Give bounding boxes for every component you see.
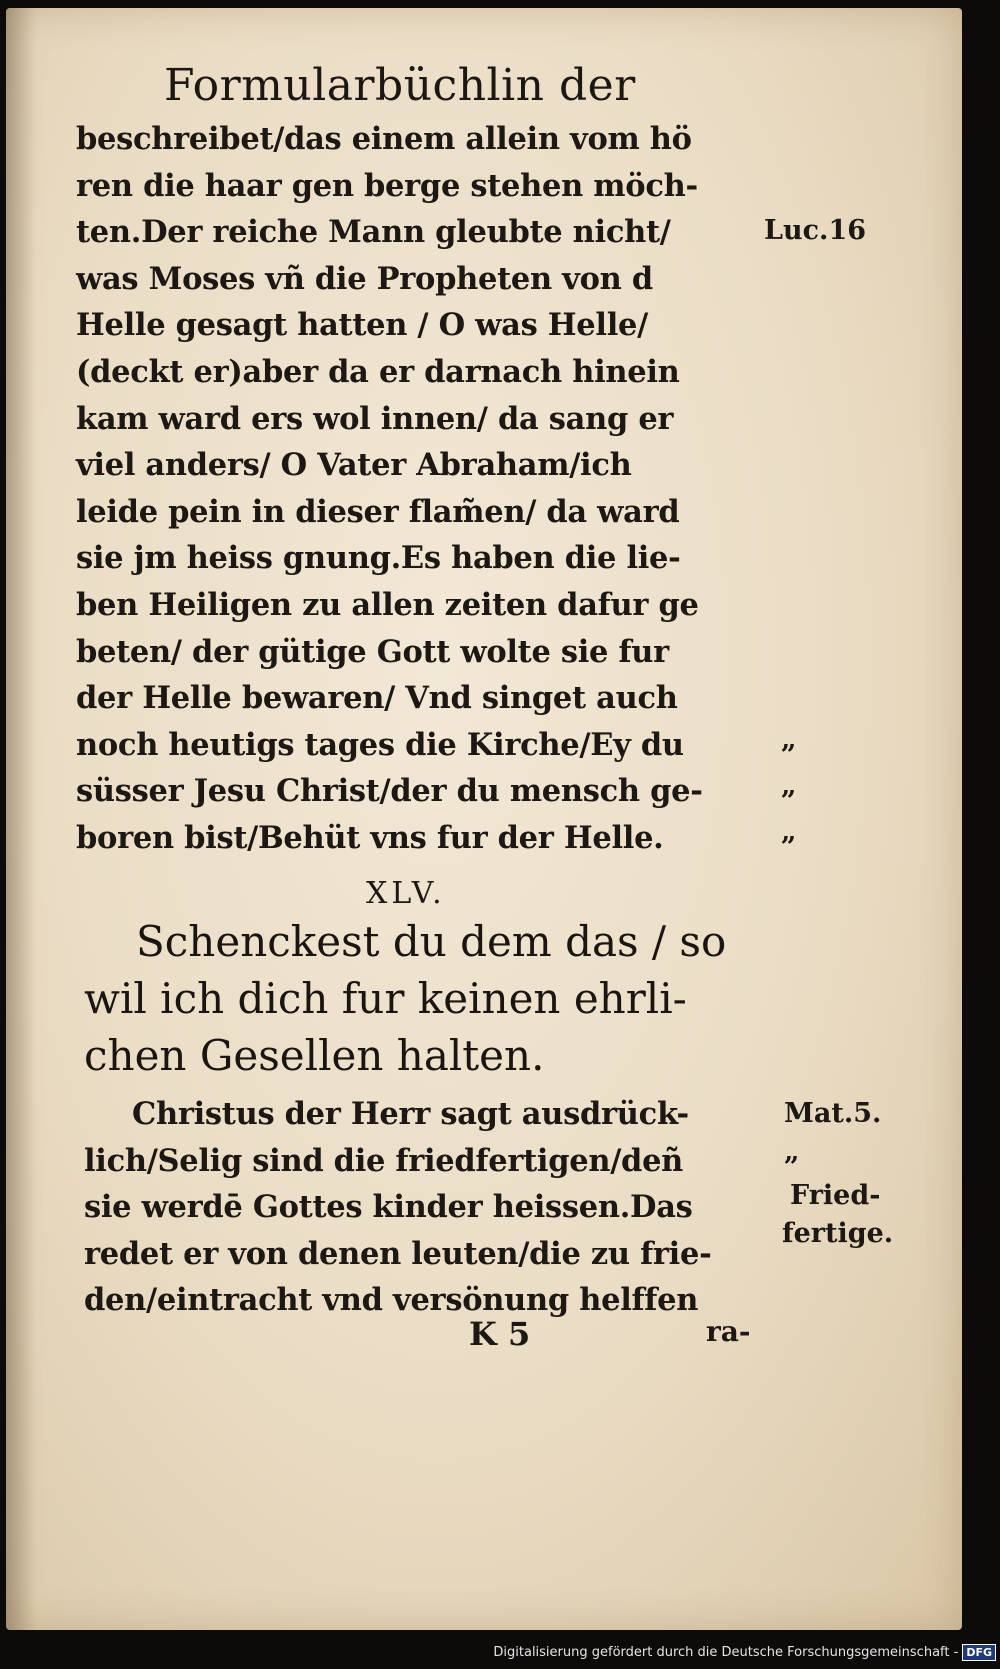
catchword: ra-: [706, 1315, 751, 1348]
text-line: sie werdē Gottes kinder heissen.Das: [84, 1189, 693, 1226]
text-line: lich/Selig sind die friedfertigen/deñ: [84, 1142, 684, 1179]
text-line: boren bist/Behüt vns fur der Helle.: [76, 819, 664, 856]
spine-shadow: [6, 8, 36, 1630]
dfg-logo: DFG: [962, 1644, 996, 1661]
text-line: (deckt er)aber da er darnach hinein: [76, 353, 680, 390]
text-line: der Helle bewaren/ Vnd singet auch: [76, 680, 678, 717]
section-body-text: [84, 1091, 774, 1324]
text-line: leide pein in dieser flam̃en/ da ward: [76, 493, 680, 530]
section-numeral: XLV.: [366, 876, 446, 911]
section-heading: [84, 913, 804, 1084]
text-line: viel anders/ O Vater Abraham/ich: [76, 447, 632, 484]
margin-note-friedfertige: Fried-: [790, 1180, 881, 1211]
margin-quote-mark: „: [784, 1136, 800, 1167]
text-line: ten.Der reiche Mann gleubte nicht/: [76, 214, 671, 251]
text-line: redet er von denen leuten/die zu frie-: [84, 1235, 712, 1272]
text-line: kam ward ers wol innen/ da sang er: [76, 400, 674, 437]
heading-line: chen Gesellen halten.: [84, 1031, 545, 1080]
digitization-footer: [493, 1637, 996, 1667]
footer-text: Digitalisierung gefördert durch die Deutsche Forschungsgemeinschaft -: [493, 1644, 959, 1660]
text-line: Helle gesagt hatten / O was Helle/: [76, 307, 648, 344]
margin-note-matthew: Mat.5.: [784, 1098, 882, 1129]
book-page: [6, 8, 962, 1630]
text-line: beschreibet/das einem allein vom hö: [76, 121, 692, 157]
text-line: noch heutigs tages die Kirche/Ey du: [76, 726, 684, 763]
text-line: süsser Jesu Christ/der du mensch ge-: [76, 773, 703, 810]
text-line: beten/ der gütige Gott wolte sie fur: [76, 633, 669, 670]
margin-note-friedfertige: fertige.: [782, 1218, 894, 1249]
text-line: Christus der Herr sagt ausdrück-: [132, 1096, 689, 1132]
text-line: ben Heiligen zu allen zeiten dafur ge: [76, 586, 699, 623]
margin-quote-mark: „: [781, 724, 797, 755]
text-line: sie jm heiss gnung.Es haben die lie-: [76, 540, 681, 577]
running-head: Formularbüchlin der: [164, 60, 636, 111]
text-line: ren die haar gen berge stehen möch-: [76, 167, 698, 204]
text-line: den/eintracht vnd versönung helffen: [84, 1282, 699, 1319]
signature-mark: K 5: [469, 1315, 531, 1353]
body-text-block: [76, 116, 776, 862]
margin-quote-mark: „: [781, 770, 797, 801]
heading-line: Schenckest du dem das / so: [136, 917, 727, 966]
text-line: was Moses vñ die Propheten von d: [76, 260, 653, 297]
heading-line: wil ich dich fur keinen ehrli-: [84, 974, 687, 1023]
margin-note-luke: Luc.16: [764, 215, 867, 246]
margin-quote-mark: „: [781, 816, 797, 847]
